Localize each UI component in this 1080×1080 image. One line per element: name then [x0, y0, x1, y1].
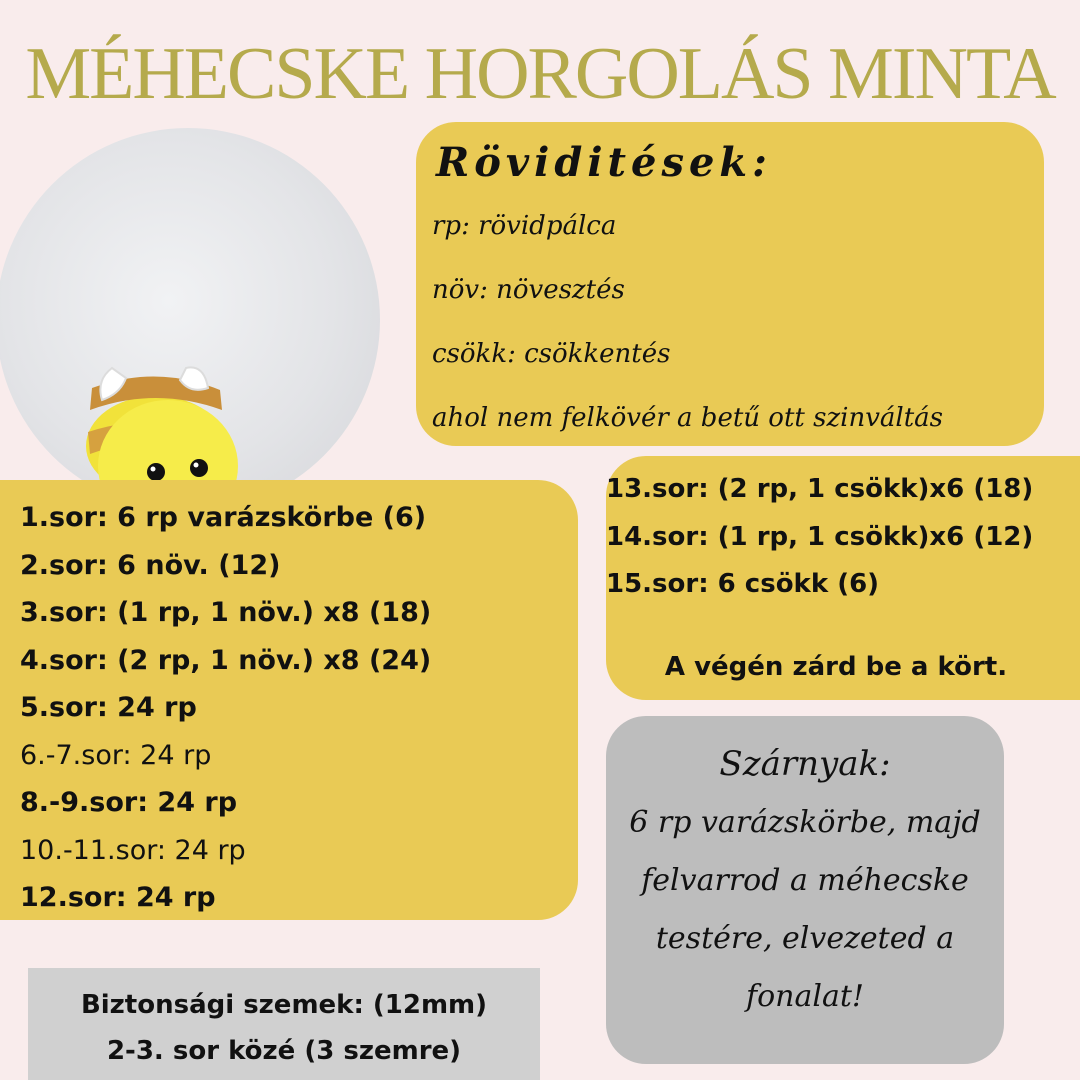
abbreviations-heading: Röviditések: [436, 139, 772, 186]
pattern-row: 2.sor: 6 növ. (12) [20, 549, 281, 581]
pattern-row: 10.-11.sor: 24 rp [20, 834, 246, 866]
pattern-row: 6.-7.sor: 24 rp [20, 739, 212, 771]
pattern-row: 12.sor: 24 rp [20, 882, 216, 913]
abbreviation-item: rp: rövidpálca [432, 211, 617, 241]
pattern-row: 3.sor: (1 rp, 1 növ.) x8 (18) [20, 597, 432, 628]
wings-line: 6 rp varázskörbe, majd [629, 805, 981, 840]
pattern-row: 4.sor: (2 rp, 1 növ.) x8 (24) [20, 644, 432, 676]
abbreviation-item: csökk: csökkentés [432, 339, 671, 369]
bee-amigurumi-image [0, 128, 380, 512]
pattern-row: 5.sor: 24 rp [20, 692, 197, 723]
wings-line: testére, elvezeted a [655, 921, 955, 956]
rows-panel-right [606, 456, 1080, 700]
page-title: MÉHECSKE HORGOLÁS MINTA [25, 33, 1055, 115]
safety-eyes-panel [28, 968, 540, 1080]
pattern-row: 1.sor: 6 rp varázskörbe (6) [20, 502, 427, 533]
pattern-row: 8.-9.sor: 24 rp [20, 787, 238, 818]
wings-line: felvarrod a méhecske [641, 863, 969, 898]
safety-eyes-size: Biztonsági szemek: (12mm) [80, 990, 488, 1020]
abbreviations-panel [416, 122, 1044, 446]
abbreviation-item: ahol nem felkövér a betű ott szinváltás [432, 403, 943, 433]
wings-panel [606, 716, 1004, 1064]
pattern-row: 15.sor: 6 csökk (6) [606, 569, 880, 599]
bee-photo [0, 128, 380, 512]
wings-line: fonalat! [746, 979, 864, 1014]
wings-heading: Szárnyak: [719, 744, 891, 784]
safety-eyes-position: 2-3. sor közé (3 szemre) [106, 1036, 462, 1066]
pattern-row: 14.sor: (1 rp, 1 csökk)x6 (12) [606, 521, 1034, 552]
closing-instruction: A végén zárd be a kört. [664, 652, 1008, 682]
pattern-row: 13.sor: (2 rp, 1 csökk)x6 (18) [606, 474, 1034, 504]
rows-panel-left [0, 480, 578, 920]
abbreviation-item: növ: növesztés [432, 275, 625, 305]
